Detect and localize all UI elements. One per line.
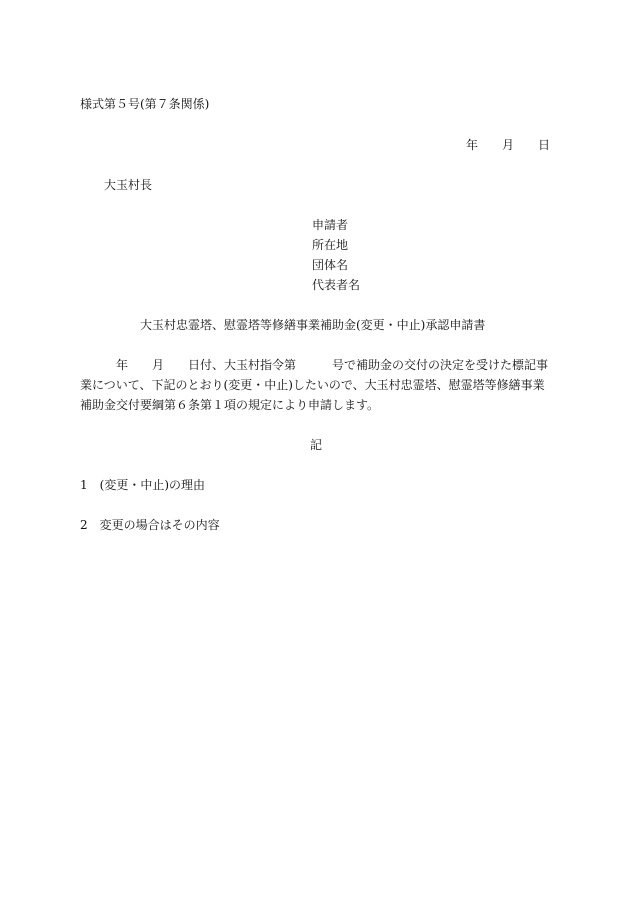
body-paragraph — [80, 355, 552, 415]
organization-label: 団体名 — [312, 258, 349, 272]
representative-label: 代表者名 — [312, 278, 361, 292]
address-label: 所在地 — [312, 238, 349, 252]
form-label: 様式第５号(第７条関係) — [80, 97, 210, 111]
ki-heading: 記 — [310, 438, 323, 452]
item-change-content: 2 変更の場合はその内容 — [80, 518, 220, 532]
date-line: 年 月 日 — [466, 138, 551, 152]
addressee: 大玉村長 — [104, 178, 153, 192]
item-reason: 1 (変更・中止)の理由 — [80, 478, 205, 492]
applicant-label: 申請者 — [312, 218, 349, 232]
body-line: 年 月 日付、大玉村指令第 号で補助金の交付の決定を受けた標記事 — [80, 358, 549, 372]
body-line: 補助金交付要綱第６条第１項の規定により申請します。 — [80, 398, 380, 412]
document-title: 大玉村忠霊塔、慰霊塔等修繕事業補助金(変更・中止)承認申請書 — [140, 318, 486, 332]
body-line: 業について、下記のとおり(変更・中止)したいので、大玉村忠霊塔、慰霊塔等修繕事業 — [80, 378, 545, 392]
